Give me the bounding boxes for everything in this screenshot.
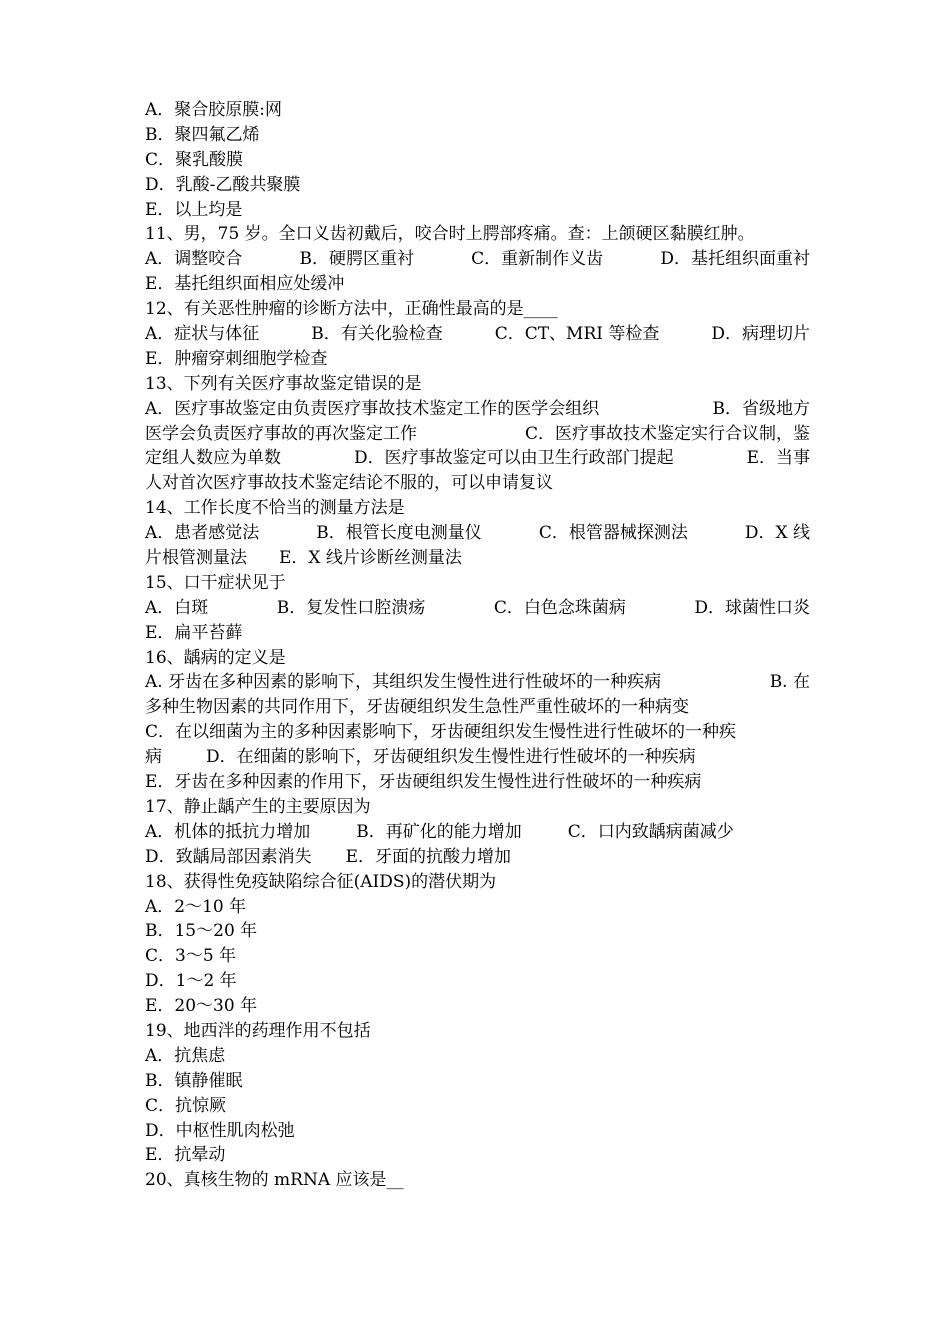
option-c: C．根管器械探测法 (538, 523, 688, 544)
option-text: E．当事 (746, 448, 810, 469)
option-d: D．致龋局部因素消失 (145, 846, 312, 867)
option-b: B．15～20 年 (145, 921, 258, 942)
text-line: D．乳酸-乙酸共聚膜 (145, 174, 301, 195)
option-a: A．抗焦虑 (145, 1045, 226, 1066)
question-19: 19、地西泮的药理作用不包括 (145, 1020, 371, 1041)
option-text: B．省级地方 (712, 398, 810, 419)
option-b: B．根管长度电测量仪 (316, 523, 482, 544)
option-c: C．在以细菌为主的多种因素影响下，牙齿硬组织发生慢性进行性破坏的一种疾 (145, 722, 737, 743)
question-11-options (145, 247, 810, 272)
option-c: C．白色念珠菌病 (493, 597, 626, 618)
option-d: D．中枢性肌肉松弛 (145, 1120, 295, 1141)
option-d: D．1～2 年 (145, 971, 237, 992)
question-16: 16、龋病的定义是 (145, 647, 286, 668)
question-11: 11、男，75 岁。全口义齿初戴后，咬合时上腭部疼痛。查：上颌硬区黏膜红肿。 (145, 224, 755, 245)
question-12: 12、有关恶性肿瘤的诊断方法中，正确性最高的是____ (145, 299, 558, 320)
option-b: B．有关化验检查 (311, 324, 443, 345)
option-text: 定组人数应为单数 (145, 448, 281, 469)
option-a: A．2～10 年 (145, 896, 247, 917)
option-e: E．X 线片诊断丝测量法 (279, 548, 462, 569)
option-e: E．抗晕动 (145, 1145, 226, 1166)
option-a: A．机体的抵抗力增加 (145, 821, 311, 842)
question-13-options-line (145, 397, 810, 422)
option-d: D．基托组织面重衬 (660, 249, 810, 270)
option-a: A．患者感觉法 (145, 523, 260, 544)
question-16-options-line (145, 745, 810, 770)
option-text: C．医疗事故技术鉴定实行合议制，鉴 (524, 423, 810, 444)
option-c: C．抗惊厥 (145, 1095, 227, 1116)
option-d: D．病理切片 (711, 324, 810, 345)
option-e: E．肿瘤穿刺细胞学检查 (145, 348, 328, 369)
option-e: E．牙面的抗酸力增加 (345, 846, 512, 867)
option-text: 病 (145, 747, 162, 768)
option-a: A．症状与体征 (145, 324, 260, 345)
option-text: 片根管测量法 (145, 548, 247, 569)
question-16-options-line (145, 720, 810, 745)
question-14-options-line (145, 521, 810, 546)
option-text: D．医疗事故鉴定可以由卫生行政部门提起 (353, 448, 674, 469)
option-e: E．扁平苔藓 (145, 622, 243, 643)
question-15-options (145, 596, 810, 621)
question-12-options (145, 322, 810, 347)
option-text: A．医疗事故鉴定由负责医疗事故技术鉴定工作的医学会组织 (145, 398, 600, 419)
question-14: 14、工作长度不恰当的测量方法是 (145, 498, 405, 519)
option-text: 多种生物因素的共同作用下，牙齿硬组织发生急性严重性破坏的一种病变 (145, 697, 689, 718)
option-b: B．再矿化的能力增加 (356, 821, 522, 842)
question-17-options-line (145, 820, 810, 845)
text-line: B．聚四氟乙烯 (145, 124, 260, 145)
option-text: 医学会负责医疗事故的再次鉴定工作 (145, 423, 417, 444)
question-20: 20、真核生物的 mRNA 应该是__ (145, 1170, 404, 1191)
option-e: E．牙齿在多种因素的作用下，牙齿硬组织发生慢性进行性破坏的一种疾病 (145, 772, 702, 793)
option-d: D．球菌性口炎 (694, 597, 810, 618)
option-c: C．CT、MRI 等检查 (494, 324, 660, 345)
question-13: 13、下列有关医疗事故鉴定错误的是 (145, 373, 422, 394)
option-c: C．口内致龋病菌减少 (567, 821, 734, 842)
question-15: 15、口干症状见于 (145, 572, 286, 593)
text-line: A．聚合胶原膜:网 (145, 100, 283, 120)
option-a: A．调整咬合 (145, 249, 243, 270)
question-14-options-line (145, 546, 810, 571)
text-line: C．聚乳酸膜 (145, 149, 244, 170)
question-16-options-line (145, 695, 810, 720)
question-17-options-line (145, 845, 810, 870)
option-c: C．重新制作义齿 (471, 249, 604, 270)
option-b: B. 在 (769, 672, 810, 693)
option-e: E．20～30 年 (145, 996, 258, 1017)
question-13-options-line (145, 422, 810, 447)
option-b: B．复发性口腔溃疡 (276, 597, 426, 618)
option-d: D．在细菌的影响下，牙齿硬组织发生慢性进行性破坏的一种疾病 (206, 747, 696, 768)
option-a: A．白斑 (145, 597, 209, 618)
option-a: A. 牙齿在多种因素的影响下，其组织发生慢性进行性破坏的一种疾病 (145, 672, 662, 693)
question-13-options-line (145, 446, 810, 471)
question-18: 18、获得性免疫缺陷综合征(AIDS)的潜伏期为 (145, 871, 497, 892)
option-text: 人对首次医疗事故技术鉴定结论不服的，可以申请复议 (145, 473, 553, 494)
question-16-options-line (145, 670, 810, 695)
option-d: D．X 线 (744, 523, 810, 544)
option-e: E．基托组织面相应处缓冲 (145, 274, 345, 295)
text-line: E．以上均是 (145, 199, 243, 220)
document-page (145, 98, 810, 1193)
question-17: 17、静止龋产生的主要原因为 (145, 796, 371, 817)
option-c: C．3～5 年 (145, 946, 237, 967)
option-b: B．镇静催眠 (145, 1070, 243, 1091)
option-b: B．硬腭区重衬 (299, 249, 414, 270)
